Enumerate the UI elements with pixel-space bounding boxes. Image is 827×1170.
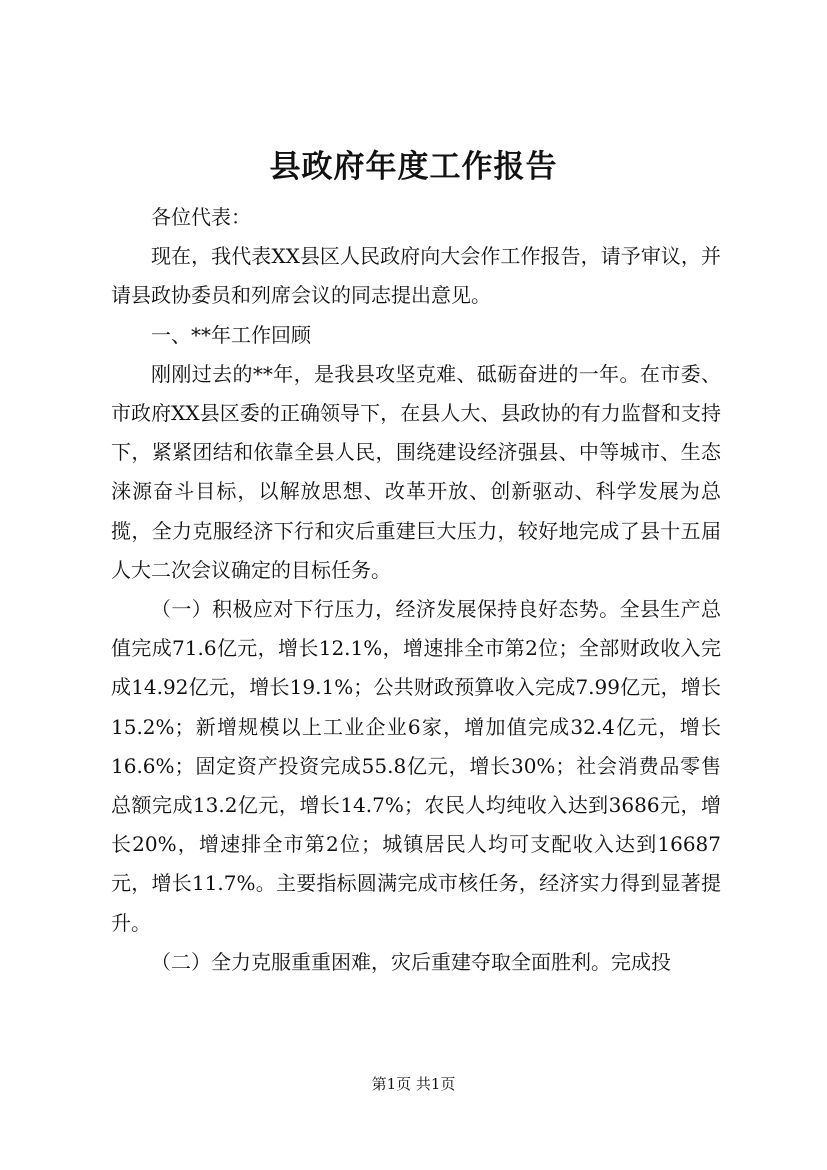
- section-heading: 一、**年工作回顾: [151, 322, 311, 347]
- paragraph-reconstruction: （二）全力克服重重困难，灾后重建夺取全面胜利。完成投: [151, 949, 671, 974]
- document-body: [111, 168, 721, 982]
- paragraph-review: 刚刚过去的**年，是我县攻坚克难、砥砺奋进的一年。在市委、市政府XX县区委的正确领导下，在县人大、县政协的有力监督和支持下，紧紧团结和依靠全县人民，围绕建设经济强县、中等城市、生态涞源奋斗目标，以解放思想、改革开放、创新驱动、科学发展为总揽，全力克服经济下行和灾后重建巨大压力，较好地完成了县十五届人大二次会议确定的目标任务。: [111, 361, 721, 582]
- page-footer: 第1页 共1页: [371, 1075, 456, 1093]
- salutation: 各位代表：: [151, 205, 251, 229]
- paragraph-economy: （一）积极应对下行压力，经济发展保持良好态势。全县生产总值完成71.6亿元，增长12.1%，增速排全市第2位；全部财政收入完成14.92亿元，增长19.1%；公共财政预算收入完成7.99亿元，增长15.2%；新增规模以上工业企业6家，增加值完成32.4亿元，增长16.6%；固定资产投资完成55.8亿元，增长30%；社会消费品零售总额完成13.2亿元，增长14.7%；农民人均纯收入达到3686元，增长20%，增速排全市第2位；城镇居民人均可支配收入达到16687元，增长11.7%。主要指标圆满完成市核任务，经济实力得到显著提升。: [111, 597, 721, 935]
- paragraph-intro: 现在，我代表XX县区人民政府向大会作工作报告，请予审议，并请县政协委员和列席会议的同志提出意见。: [111, 244, 721, 308]
- document-title: 县政府年度工作报告: [269, 149, 558, 185]
